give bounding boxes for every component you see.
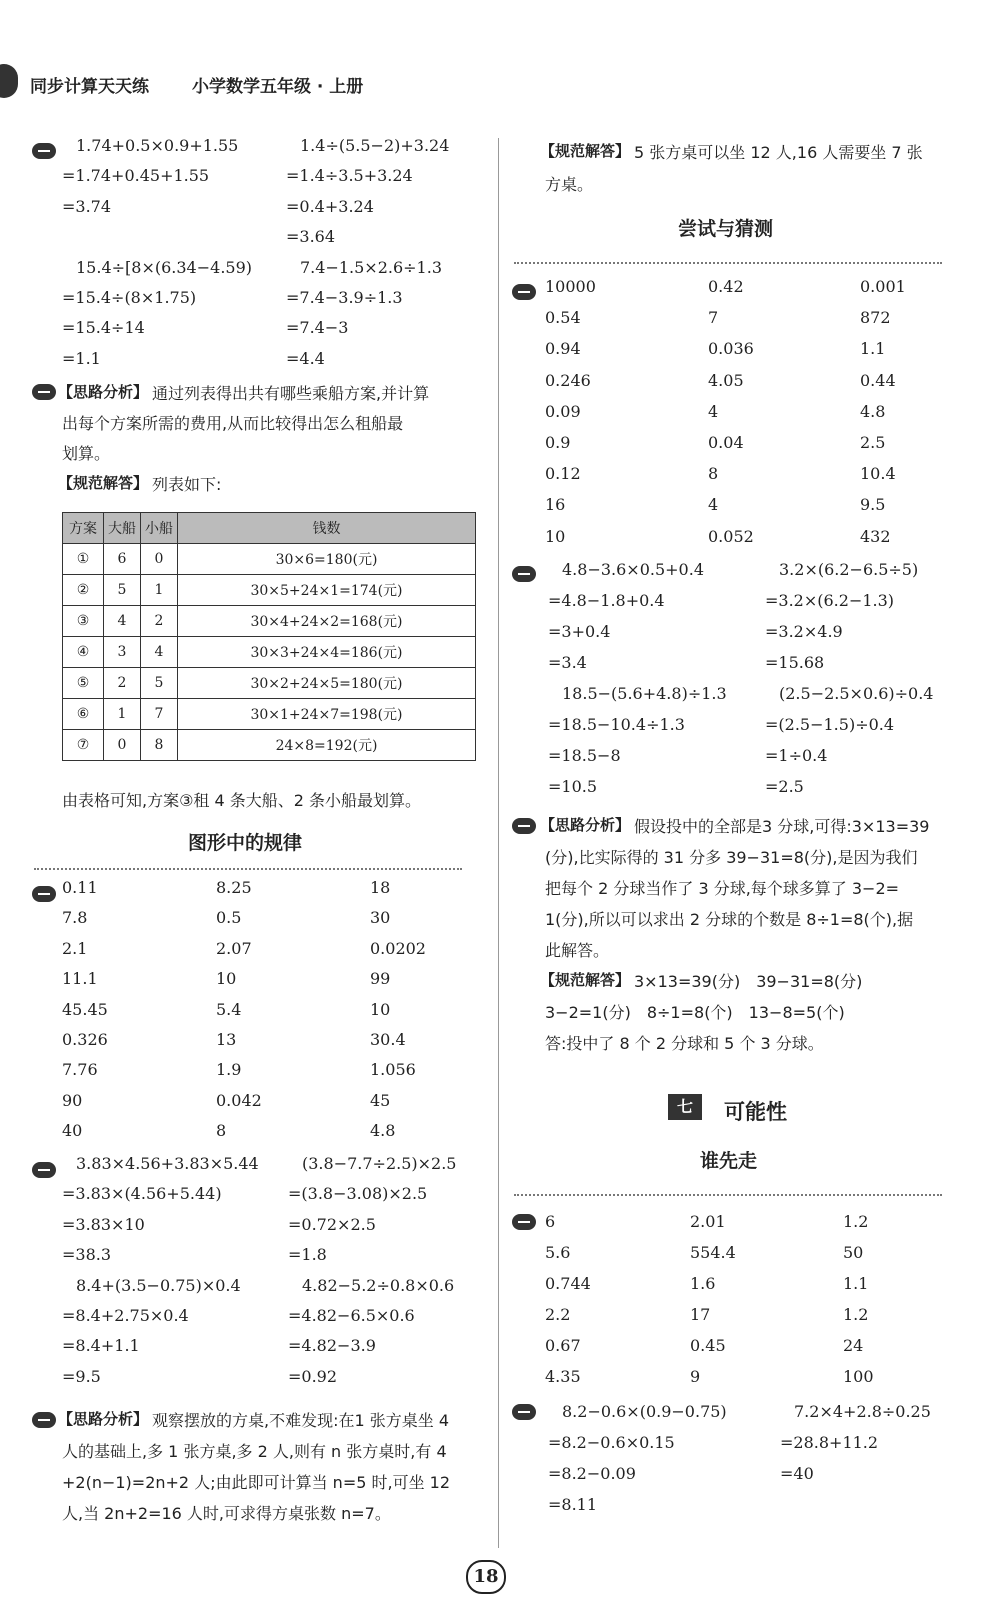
analysis-label: 【思路分析】: [58, 383, 149, 401]
calc-step: =28.8+11.2: [780, 1433, 879, 1452]
calc-step: =7.4−3: [286, 318, 349, 338]
answer-value: 50: [843, 1243, 864, 1262]
answer-value: 4.05: [708, 370, 744, 390]
answer-value: 0.001: [860, 277, 906, 296]
calc-step: 15.4÷[8×(6.34−4.59): [76, 257, 252, 277]
table-cell: ⑦: [63, 730, 104, 761]
answer-value: 0.036: [708, 339, 754, 359]
answer-value: 1.2: [843, 1305, 869, 1324]
calc-step: =3.2×4.9: [765, 622, 843, 641]
right-solution-line-1: 5 张方桌可以坐 12 人,16 人需要坐 7 张: [634, 143, 923, 162]
answer-value: 4.35: [545, 1367, 581, 1386]
g3-analysis-label: 【思路分析】: [58, 1410, 149, 1428]
answer-value: 24: [843, 1336, 864, 1355]
analysis-line-1: 通过列表得出共有哪些乘船方案,并计算: [152, 384, 430, 403]
col-header-big: 大船: [104, 513, 141, 544]
item-badge-t2: [512, 566, 536, 582]
col-header-small: 小船: [141, 513, 178, 544]
table-row: [63, 668, 476, 699]
answer-value: 7.76: [62, 1060, 98, 1080]
table-cell: 7: [141, 699, 178, 730]
answer-value: 0.04: [708, 433, 744, 452]
g3-line-1: 观察摆放的方桌,不难发现:在1 张方桌坐 4: [152, 1411, 450, 1430]
answer-value: 4: [708, 495, 719, 515]
conclusion: 由表格可知,方案③租 4 条大船、2 条小船最划算。: [62, 791, 422, 810]
calc-step: =0.92: [288, 1366, 338, 1386]
calc-step: =15.68: [765, 653, 825, 672]
calc-step: =1.1: [62, 348, 101, 368]
answer-value: 10: [216, 969, 237, 989]
page-number-circle: [466, 1560, 506, 1594]
answer-value: 432: [860, 526, 891, 546]
calc-step: =1.74+0.45+1.55: [62, 166, 210, 186]
calc-step: =(3.8−3.08)×2.5: [288, 1184, 428, 1204]
page-number: 18: [473, 1566, 499, 1587]
calc-step: (2.5−2.5×0.6)÷0.4: [779, 684, 934, 703]
calc-step: =9.5: [62, 1366, 101, 1386]
calc-step: =4.82−3.9: [288, 1336, 376, 1356]
t3-solution-label: 【规范解答】: [540, 971, 631, 989]
calc-step: =2.5: [765, 777, 804, 796]
table-cell: 30×4+24×2=168(元): [178, 606, 476, 637]
plan-table: [62, 512, 476, 761]
table-cell: ④: [63, 637, 104, 668]
answer-value: 100: [843, 1367, 874, 1386]
calc-step: =4.82−6.5×0.6: [288, 1306, 415, 1325]
answer-value: 9: [690, 1367, 701, 1386]
answer-value: 16: [545, 495, 566, 515]
answer-value: 8.25: [216, 878, 252, 897]
calc-step: =7.4−3.9÷1.3: [286, 288, 403, 307]
table-cell: ⑥: [63, 699, 104, 730]
column-divider: [498, 138, 499, 1548]
answer-value: 99: [370, 969, 391, 989]
calc-step: =10.5: [548, 777, 598, 796]
answer-value: 1.056: [370, 1060, 416, 1080]
unit-badge: [668, 1094, 702, 1120]
table-row: [63, 544, 476, 575]
answer-value: 2.5: [860, 433, 886, 452]
calc-step: 1.74+0.5×0.9+1.55: [76, 136, 239, 155]
right-solution-line-2: 方桌。: [545, 175, 594, 194]
answer-value: 0.12: [545, 464, 581, 484]
calc-step: =0.4+3.24: [286, 196, 374, 216]
answer-value: 13: [216, 1030, 237, 1049]
col-header-plan: 方案: [63, 513, 104, 544]
calc-step: =8.4+1.1: [62, 1336, 140, 1356]
table-cell: 1: [141, 575, 178, 606]
table-cell: 6: [104, 544, 141, 575]
answer-value: 872: [860, 308, 891, 328]
answer-value: 10.4: [860, 464, 896, 484]
calc-step: =3.2×(6.2−1.3): [765, 591, 895, 610]
analysis-line-2: 出每个方案所需的费用,从而比较得出怎么租船最: [62, 414, 404, 433]
header-subtitle: 小学数学五年级 · 上册: [192, 77, 364, 97]
table-cell: 24×8=192(元): [178, 730, 476, 761]
answer-value: 9.5: [860, 495, 886, 515]
section-title-who-first: 谁先走: [700, 1150, 758, 1172]
section-title-guess: 尝试与猜测: [678, 218, 774, 240]
item-badge-g2: [32, 1162, 56, 1178]
table-cell: 4: [104, 606, 141, 637]
item-badge-g3: [32, 1412, 56, 1428]
item-badge-t3: [512, 818, 536, 834]
calc-step: 1.4÷(5.5−2)+3.24: [300, 136, 450, 155]
answer-value: 4.8: [370, 1121, 396, 1141]
answer-value: 10: [545, 526, 566, 546]
table-row: [63, 606, 476, 637]
calc-step: (3.8−7.7÷2.5)×2.5: [302, 1154, 457, 1173]
answer-value: 4: [708, 401, 719, 421]
item-badge-w2: [512, 1404, 536, 1420]
item-badge-w1: [512, 1214, 536, 1230]
table-row: [63, 575, 476, 606]
answer-value: 11.1: [62, 969, 98, 989]
answer-value: 2.07: [216, 938, 252, 958]
answer-value: 0.54: [545, 308, 581, 328]
calc-step: 7.4−1.5×2.6÷1.3: [300, 257, 442, 277]
answer-value: 2.2: [545, 1305, 571, 1324]
dotted-divider-2: [514, 262, 942, 264]
section-title-patterns: 图形中的规律: [188, 832, 303, 854]
t3-analysis-line-5: 此解答。: [545, 941, 610, 960]
calc-step: =3.64: [286, 227, 336, 247]
answer-value: 5.4: [216, 999, 242, 1019]
item-badge-3: [32, 384, 56, 400]
unit-mark: 七: [676, 1097, 693, 1116]
dotted-divider: [34, 868, 462, 870]
calc-step: =3.4: [548, 653, 587, 672]
calc-step: =4.4: [286, 348, 325, 368]
t3-analysis-line-1: 假设投中的全部是3 分球,可得:3×13=39: [634, 817, 930, 836]
t3-analysis-line-3: 把每个 2 分球当作了 3 分球,每个球多算了 3−2=: [545, 879, 900, 898]
answer-value: 5.6: [545, 1243, 571, 1262]
answer-value: 10: [370, 999, 391, 1019]
answer-value: 7: [708, 308, 719, 328]
table-cell: 5: [141, 668, 178, 699]
answer-value: 1.2: [843, 1212, 869, 1231]
answer-value: 8: [708, 464, 719, 484]
answer-value: 1.1: [843, 1274, 869, 1293]
answer-value: 40: [62, 1121, 83, 1141]
answer-value: 18: [370, 878, 391, 897]
answer-value: 0.67: [545, 1336, 581, 1355]
calc-step: 7.2×4+2.8÷0.25: [794, 1402, 931, 1421]
calc-step: =18.5−8: [548, 746, 621, 765]
answer-value: 0.9: [545, 433, 571, 452]
calc-step: =3.74: [62, 196, 112, 216]
calc-step: 8.2−0.6×(0.9−0.75): [562, 1402, 727, 1421]
calc-step: =3.83×10: [62, 1214, 145, 1234]
calc-step: =8.11: [548, 1495, 598, 1514]
g3-line-2: 人的基础上,多 1 张方桌,多 2 人,则有 n 张方桌时,有 4: [62, 1442, 447, 1461]
header-title: 同步计算天天练: [30, 77, 149, 97]
calc-step: =40: [780, 1464, 814, 1483]
answer-value: 1.9: [216, 1060, 242, 1080]
t3-solution-line-2: 3−2=1(分) 8÷1=8(个) 13−8=5(个): [545, 1003, 845, 1022]
table-cell: 4: [141, 637, 178, 668]
answer-value: 0.5: [216, 908, 242, 928]
table-cell: ②: [63, 575, 104, 606]
table-cell: 30×6=180(元): [178, 544, 476, 575]
answer-value: 1.6: [690, 1274, 716, 1293]
answer-value: 7.8: [62, 908, 88, 928]
answer-value: 2.1: [62, 938, 88, 958]
calc-step: =8.2−0.09: [548, 1464, 636, 1483]
table-cell: ③: [63, 606, 104, 637]
table-row: [63, 730, 476, 761]
solution-label: 【规范解答】: [58, 474, 149, 492]
answer-value: 0.09: [545, 401, 581, 421]
table-cell: 30×1+24×7=198(元): [178, 699, 476, 730]
table-cell: 2: [104, 668, 141, 699]
calc-step: =1÷0.4: [765, 746, 828, 765]
t3-analysis-line-4: 1(分),所以可以求出 2 分球的个数是 8÷1=8(个),据: [545, 910, 914, 929]
answer-value: 45.45: [62, 999, 108, 1019]
calc-step: =0.72×2.5: [288, 1214, 376, 1234]
calc-step: =3.83×(4.56+5.44): [62, 1184, 222, 1204]
header-logo: [0, 64, 18, 98]
table-cell: 2: [141, 606, 178, 637]
answer-value: 2.01: [690, 1212, 726, 1231]
table-cell: 1: [104, 699, 141, 730]
g3-line-4: 人,当 2n+2=16 人时,可求得方桌张数 n=7。: [62, 1504, 391, 1523]
answer-value: 554.4: [690, 1243, 736, 1262]
t3-analysis-label: 【思路分析】: [540, 816, 631, 834]
answer-value: 8: [216, 1121, 227, 1141]
calc-step: 4.8−3.6×0.5+0.4: [562, 560, 704, 579]
solution-text: 列表如下:: [152, 475, 222, 494]
unit-title: 可能性: [724, 1100, 787, 1124]
answer-value: 0.744: [545, 1274, 591, 1293]
t3-solution-line-3: 答:投中了 8 个 2 分球和 5 个 3 分球。: [545, 1034, 824, 1053]
calc-step: =18.5−10.4÷1.3: [548, 715, 685, 734]
t3-analysis-line-2: (分),比实际得的 31 分多 39−31=8(分),是因为我们: [545, 848, 918, 867]
answer-value: 10000: [545, 277, 596, 296]
answer-value: 45: [370, 1090, 391, 1110]
answer-value: 0.94: [545, 339, 581, 359]
answer-value: 0.246: [545, 370, 591, 390]
col-header-cost: 钱数: [178, 513, 476, 544]
calc-step: =(2.5−1.5)÷0.4: [765, 715, 895, 734]
right-solution-label: 【规范解答】: [540, 142, 631, 160]
calc-step: =38.3: [62, 1245, 112, 1265]
answer-value: 0.42: [708, 277, 744, 296]
calc-step: =15.4÷14: [62, 318, 145, 338]
calc-step: =4.8−1.8+0.4: [548, 591, 665, 610]
table-cell: 30×5+24×1=174(元): [178, 575, 476, 606]
table-cell: ①: [63, 544, 104, 575]
t3-solution-line-1: 3×13=39(分) 39−31=8(分): [634, 972, 863, 991]
calc-step: =3+0.4: [548, 622, 611, 641]
table-cell: 0: [141, 544, 178, 575]
table-row: [63, 637, 476, 668]
calc-step: =1.4÷3.5+3.24: [286, 166, 413, 186]
table-cell: 5: [104, 575, 141, 606]
answer-value: 0.052: [708, 526, 754, 546]
answer-value: 90: [62, 1090, 83, 1110]
table-cell: 0: [104, 730, 141, 761]
answer-value: 0.042: [216, 1090, 262, 1110]
table-cell: 30×3+24×4=186(元): [178, 637, 476, 668]
calc-step: =15.4÷(8×1.75): [62, 288, 197, 307]
answer-value: 0.326: [62, 1030, 108, 1049]
item-badge-2: [32, 143, 56, 159]
analysis-line-3: 划算。: [62, 444, 111, 463]
answer-value: 0.45: [690, 1336, 726, 1355]
calc-step: 8.4+(3.5−0.75)×0.4: [76, 1275, 241, 1295]
table-cell: 30×2+24×5=180(元): [178, 668, 476, 699]
answer-value: 17: [690, 1305, 711, 1324]
answer-value: 30: [370, 908, 391, 928]
answer-value: 0.44: [860, 370, 896, 390]
calc-step: 3.2×(6.2−6.5÷5): [779, 560, 919, 579]
calc-step: =8.4+2.75×0.4: [62, 1306, 189, 1325]
answer-value: 4.8: [860, 401, 886, 421]
calc-step: 3.83×4.56+3.83×5.44: [76, 1154, 259, 1173]
table-cell: 3: [104, 637, 141, 668]
table-row: [63, 699, 476, 730]
table-cell: 8: [141, 730, 178, 761]
answer-value: 0.0202: [370, 938, 426, 958]
calc-step: =1.8: [288, 1245, 327, 1265]
calc-step: =8.2−0.6×0.15: [548, 1433, 675, 1452]
g3-line-3: +2(n−1)=2n+2 人;由此即可计算当 n=5 时,可坐 12: [62, 1473, 451, 1492]
table-cell: ⑤: [63, 668, 104, 699]
calc-step: 18.5−(5.6+4.8)÷1.3: [562, 684, 727, 703]
dotted-divider-3: [514, 1194, 942, 1196]
answer-value: 6: [545, 1212, 556, 1231]
item-badge-t1: [512, 284, 536, 300]
calc-step: 4.82−5.2÷0.8×0.6: [302, 1275, 455, 1295]
item-badge-g1: [32, 886, 56, 902]
answer-value: 1.1: [860, 339, 886, 359]
answer-value: 0.11: [62, 878, 98, 897]
answer-value: 30.4: [370, 1030, 406, 1049]
